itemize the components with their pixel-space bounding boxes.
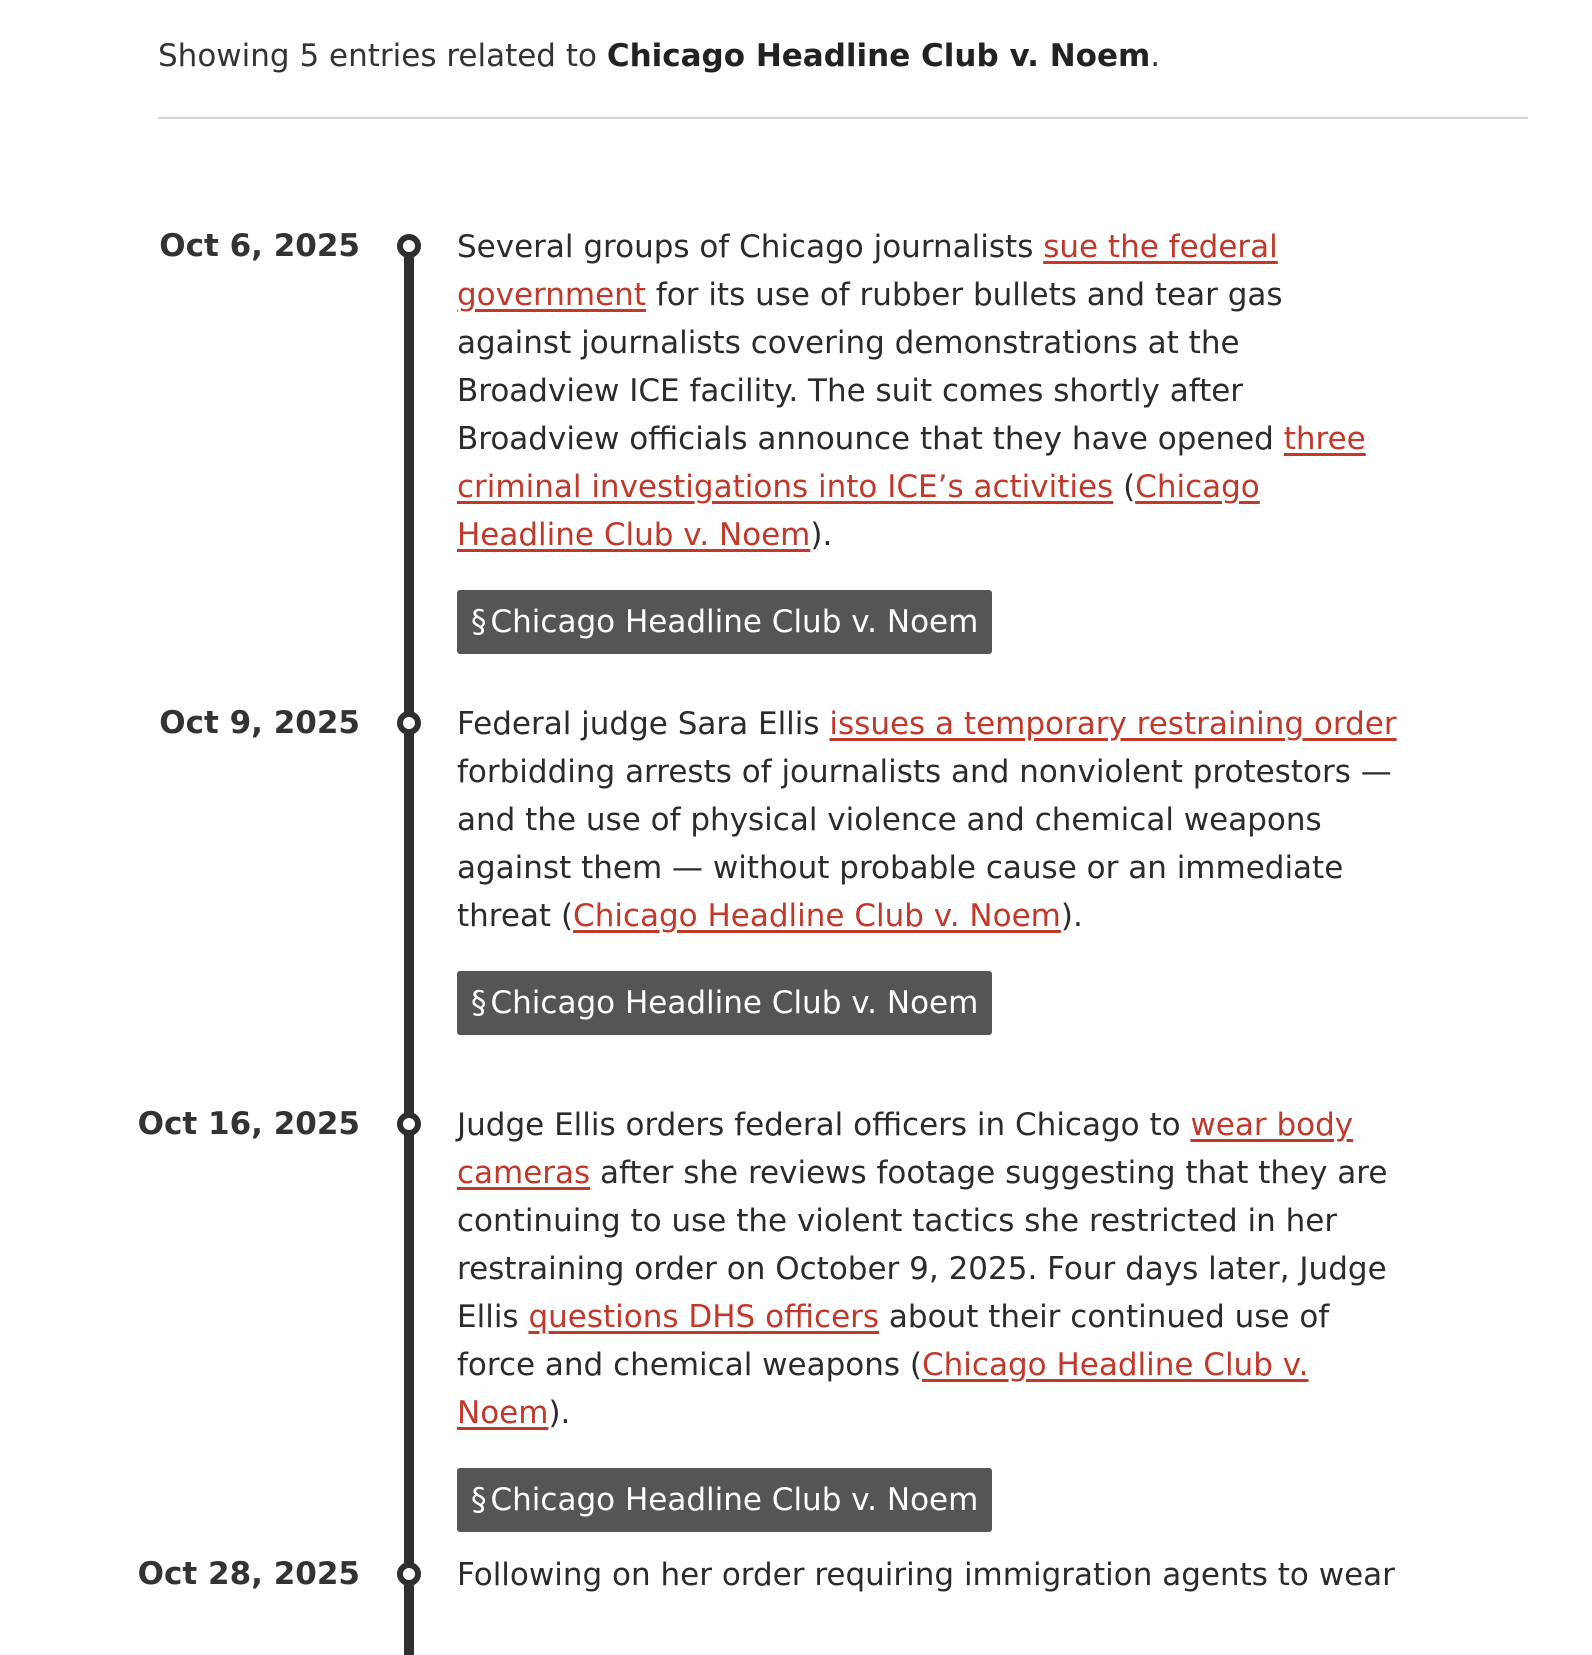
entry-case-link[interactable]: Chicago Headline Club v. Noem — [457, 1347, 1309, 1431]
case-tag-button[interactable] — [457, 1468, 992, 1532]
entry-date: Oct 9, 2025 — [159, 705, 360, 741]
summary-prefix: Showing 5 entries related to — [158, 38, 607, 74]
entry-case-link[interactable]: Chicago Headline Club v. Noem — [573, 898, 1061, 934]
entry-text-segment: ). — [548, 1395, 571, 1431]
entry-link[interactable]: issues a temporary restraining order — [829, 706, 1397, 742]
results-summary — [158, 34, 1160, 78]
summary-case-name: Chicago Headline Club v. Noem — [606, 38, 1151, 74]
timeline-dot-icon — [397, 1112, 421, 1136]
entry-link[interactable]: three criminal investigations into ICE’s activities — [457, 421, 1366, 505]
timeline-dot-icon — [397, 1562, 421, 1586]
entry-date: Oct 16, 2025 — [137, 1106, 360, 1142]
entry-content — [457, 223, 1397, 654]
entry-link[interactable]: sue the federal government — [457, 229, 1278, 313]
case-tag-label: Chicago Headline Club v. Noem — [490, 1482, 979, 1518]
entry-text-segment: forbidding arrests of journalists and nonviolent protestors — and the use of physical violence and chemical weapons against them — without probable cause or an immediate threat ( — [457, 754, 1392, 934]
timeline-dot-icon — [397, 711, 421, 735]
entry-content — [457, 1101, 1397, 1532]
entry-text-segment: after she reviews footage suggesting that they are continuing to use the violent tactics she restricted in her restraining order on October 9, 2025. Four days later, Judge Ellis — [457, 1155, 1388, 1335]
divider — [158, 117, 1528, 119]
entry-text — [457, 223, 1397, 559]
summary-suffix: . — [1150, 38, 1161, 74]
entry-text-segment: ( — [1113, 469, 1136, 505]
timeline-dot-icon — [397, 234, 421, 258]
entry-text — [457, 1101, 1397, 1437]
entry-text-segment: for its use of rubber bullets and tear gas against journalists covering demonstrations at the Broadview ICE facility. The suit comes shortly after Broadview officials announce that they have opened — [457, 277, 1284, 457]
section-icon: § — [471, 1482, 487, 1518]
entry-text-segment: Several groups of Chicago journalists — [457, 229, 1044, 265]
entry-text-segment: ). — [810, 517, 833, 553]
entry-content — [457, 1551, 1397, 1599]
entry-text-segment: Judge Ellis orders federal officers in Chicago to — [457, 1107, 1191, 1143]
section-icon: § — [471, 604, 487, 640]
entry-date: Oct 28, 2025 — [137, 1556, 360, 1592]
entry-content — [457, 700, 1397, 1035]
entry-link[interactable]: wear body cameras — [457, 1107, 1354, 1191]
entry-text-segment: ). — [1060, 898, 1083, 934]
case-tag-label: Chicago Headline Club v. Noem — [490, 604, 979, 640]
case-tag-button[interactable] — [457, 971, 992, 1035]
entry-text-segment: Following on her order requiring immigration agents to wear — [457, 1557, 1395, 1593]
entry-text-segment: about their continued use of force and chemical weapons ( — [457, 1299, 1330, 1383]
case-tag-button[interactable] — [457, 590, 992, 654]
entry-text-segment: Federal judge Sara Ellis — [457, 706, 830, 742]
entry-text — [457, 700, 1397, 940]
entry-date: Oct 6, 2025 — [159, 228, 360, 264]
entry-link[interactable]: questions DHS officers — [528, 1299, 880, 1335]
entry-case-link[interactable]: Chicago Headline Club v. Noem — [457, 469, 1260, 553]
section-icon: § — [471, 985, 487, 1021]
case-tag-label: Chicago Headline Club v. Noem — [490, 985, 979, 1021]
entry-text — [457, 1551, 1397, 1599]
timeline-line — [404, 255, 414, 1655]
